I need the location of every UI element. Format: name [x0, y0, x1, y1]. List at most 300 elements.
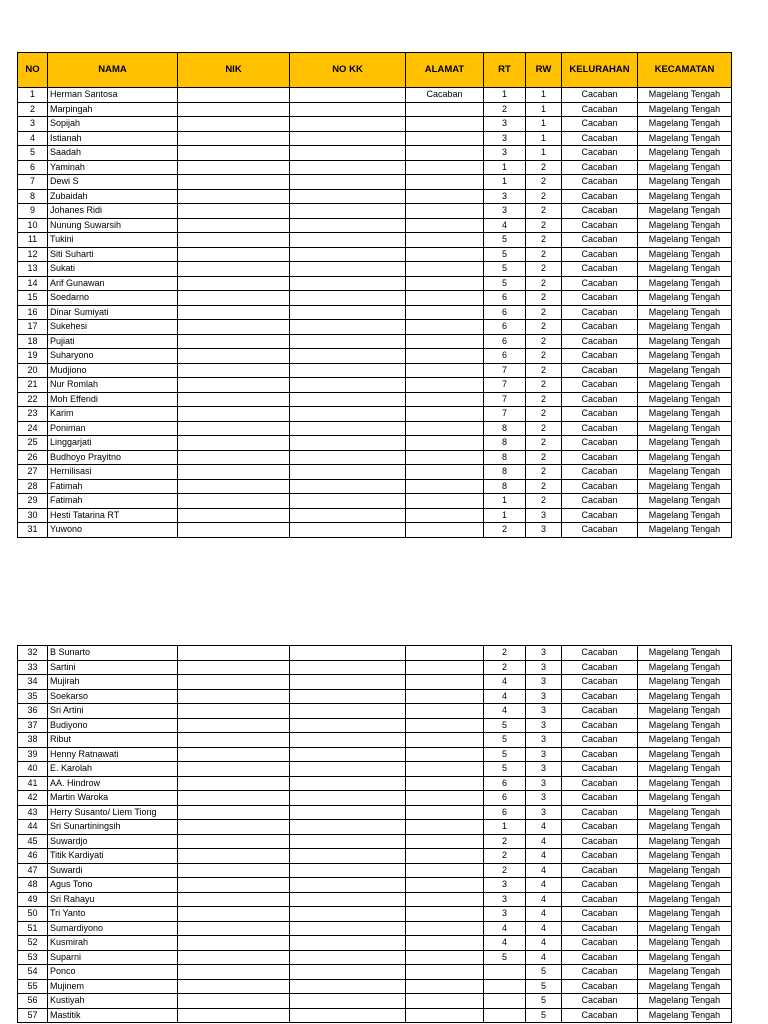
cell-no: 36	[18, 704, 48, 719]
table-row	[18, 320, 732, 335]
cell-rw: 3	[526, 508, 562, 523]
cell-kelurahan: Cacaban	[562, 646, 638, 661]
cell-rt: 5	[484, 247, 526, 262]
cell-rt: 8	[484, 450, 526, 465]
cell-rw: 2	[526, 320, 562, 335]
cell-nama: Martin Waroka	[48, 791, 178, 806]
cell-kecamatan: Magelang Tengah	[638, 363, 732, 378]
cell-kecamatan: Magelang Tengah	[638, 247, 732, 262]
header-kecamatan: KECAMATAN	[638, 53, 732, 88]
cell-nik	[178, 523, 290, 538]
cell-no-kk	[290, 102, 406, 117]
cell-nama: Sri Sunartiningsih	[48, 820, 178, 835]
table-row	[18, 378, 732, 393]
cell-rw: 5	[526, 1008, 562, 1023]
table-row	[18, 88, 732, 103]
cell-kecamatan: Magelang Tengah	[638, 204, 732, 219]
cell-no-kk	[290, 508, 406, 523]
cell-no: 28	[18, 479, 48, 494]
cell-rw: 3	[526, 523, 562, 538]
cell-kecamatan: Magelang Tengah	[638, 450, 732, 465]
cell-rt: 1	[484, 175, 526, 190]
cell-no-kk	[290, 965, 406, 980]
cell-kelurahan: Cacaban	[562, 204, 638, 219]
cell-nama: Suwardi	[48, 863, 178, 878]
cell-alamat	[406, 660, 484, 675]
cell-kecamatan: Magelang Tengah	[638, 494, 732, 509]
cell-kelurahan: Cacaban	[562, 878, 638, 893]
cell-kecamatan: Magelang Tengah	[638, 950, 732, 965]
cell-kecamatan: Magelang Tengah	[638, 523, 732, 538]
cell-kelurahan: Cacaban	[562, 392, 638, 407]
table-row	[18, 805, 732, 820]
cell-nama: Soedarno	[48, 291, 178, 306]
cell-nik	[178, 421, 290, 436]
cell-nik	[178, 175, 290, 190]
cell-rt: 8	[484, 421, 526, 436]
cell-kelurahan: Cacaban	[562, 863, 638, 878]
cell-nama: Fatimah	[48, 479, 178, 494]
cell-rt: 7	[484, 378, 526, 393]
cell-kecamatan: Magelang Tengah	[638, 718, 732, 733]
cell-nik	[178, 436, 290, 451]
cell-no-kk	[290, 146, 406, 161]
cell-rt: 2	[484, 660, 526, 675]
cell-rt: 7	[484, 392, 526, 407]
cell-alamat	[406, 160, 484, 175]
cell-no: 2	[18, 102, 48, 117]
cell-alamat	[406, 907, 484, 922]
table-row	[18, 436, 732, 451]
cell-no-kk	[290, 834, 406, 849]
cell-alamat	[406, 262, 484, 277]
header-kelurahan: KELURAHAN	[562, 53, 638, 88]
cell-rt: 7	[484, 363, 526, 378]
cell-nik	[178, 704, 290, 719]
cell-nik	[178, 247, 290, 262]
cell-nama: Budiyono	[48, 718, 178, 733]
cell-kelurahan: Cacaban	[562, 733, 638, 748]
cell-alamat	[406, 349, 484, 364]
cell-rw: 3	[526, 689, 562, 704]
cell-rt: 1	[484, 820, 526, 835]
cell-nik	[178, 762, 290, 777]
cell-alamat	[406, 378, 484, 393]
cell-kecamatan: Magelang Tengah	[638, 102, 732, 117]
cell-no-kk	[290, 262, 406, 277]
cell-nama: Suwardjo	[48, 834, 178, 849]
table-row	[18, 291, 732, 306]
cell-nik	[178, 820, 290, 835]
cell-nama: Sukati	[48, 262, 178, 277]
cell-rw: 2	[526, 262, 562, 277]
cell-no-kk	[290, 733, 406, 748]
table-row	[18, 421, 732, 436]
cell-nik	[178, 291, 290, 306]
table-row	[18, 849, 732, 864]
cell-rw: 2	[526, 233, 562, 248]
cell-kelurahan: Cacaban	[562, 218, 638, 233]
table-row	[18, 334, 732, 349]
cell-alamat	[406, 291, 484, 306]
cell-kecamatan: Magelang Tengah	[638, 704, 732, 719]
cell-kecamatan: Magelang Tengah	[638, 689, 732, 704]
cell-kecamatan: Magelang Tengah	[638, 465, 732, 480]
cell-kelurahan: Cacaban	[562, 233, 638, 248]
cell-no: 1	[18, 88, 48, 103]
cell-kelurahan: Cacaban	[562, 291, 638, 306]
cell-nama: Sumardiyono	[48, 921, 178, 936]
cell-kelurahan: Cacaban	[562, 436, 638, 451]
cell-rt: 5	[484, 950, 526, 965]
cell-nik	[178, 392, 290, 407]
cell-rw: 2	[526, 494, 562, 509]
cell-nik	[178, 733, 290, 748]
cell-kecamatan: Magelang Tengah	[638, 189, 732, 204]
cell-alamat	[406, 791, 484, 806]
cell-no: 13	[18, 262, 48, 277]
cell-alamat	[406, 320, 484, 335]
cell-kecamatan: Magelang Tengah	[638, 834, 732, 849]
cell-nik	[178, 320, 290, 335]
cell-nama: Karim	[48, 407, 178, 422]
cell-rw: 2	[526, 363, 562, 378]
cell-no: 41	[18, 776, 48, 791]
cell-no-kk	[290, 436, 406, 451]
cell-alamat	[406, 733, 484, 748]
table-row	[18, 363, 732, 378]
cell-nama: Zubaidah	[48, 189, 178, 204]
cell-nama: Herry Susanto/ Liem Tiong	[48, 805, 178, 820]
cell-kecamatan: Magelang Tengah	[638, 921, 732, 936]
table-row	[18, 305, 732, 320]
cell-no-kk	[290, 675, 406, 690]
cell-kecamatan: Magelang Tengah	[638, 276, 732, 291]
cell-rt: 7	[484, 407, 526, 422]
cell-nik	[178, 465, 290, 480]
cell-rt: 5	[484, 276, 526, 291]
cell-rw: 3	[526, 776, 562, 791]
cell-rw: 4	[526, 921, 562, 936]
cell-nama: Agus Tono	[48, 878, 178, 893]
cell-alamat	[406, 305, 484, 320]
cell-rw: 4	[526, 820, 562, 835]
cell-kecamatan: Magelang Tengah	[638, 349, 732, 364]
cell-no-kk	[290, 305, 406, 320]
cell-alamat	[406, 392, 484, 407]
cell-nama: Tukini	[48, 233, 178, 248]
table-row	[18, 979, 732, 994]
cell-alamat	[406, 1008, 484, 1023]
cell-no-kk	[290, 479, 406, 494]
cell-no: 25	[18, 436, 48, 451]
cell-nama: AA. Hindrow	[48, 776, 178, 791]
cell-nama: Sopijah	[48, 117, 178, 132]
table-row	[18, 131, 732, 146]
cell-nik	[178, 131, 290, 146]
cell-alamat	[406, 950, 484, 965]
cell-nik	[178, 363, 290, 378]
table-row	[18, 1008, 732, 1023]
cell-alamat	[406, 465, 484, 480]
cell-kelurahan: Cacaban	[562, 175, 638, 190]
cell-no-kk	[290, 805, 406, 820]
cell-nama: Ponco	[48, 965, 178, 980]
cell-kecamatan: Magelang Tengah	[638, 131, 732, 146]
cell-no: 42	[18, 791, 48, 806]
cell-nama: Soekarso	[48, 689, 178, 704]
cell-nik	[178, 146, 290, 161]
cell-kelurahan: Cacaban	[562, 979, 638, 994]
cell-nama: Yuwono	[48, 523, 178, 538]
cell-kelurahan: Cacaban	[562, 523, 638, 538]
cell-no-kk	[290, 747, 406, 762]
cell-rw: 3	[526, 718, 562, 733]
cell-alamat	[406, 965, 484, 980]
cell-alamat	[406, 146, 484, 161]
cell-kecamatan: Magelang Tengah	[638, 392, 732, 407]
table-row	[18, 834, 732, 849]
cell-no: 43	[18, 805, 48, 820]
cell-alamat	[406, 218, 484, 233]
cell-kecamatan: Magelang Tengah	[638, 407, 732, 422]
cell-no-kk	[290, 117, 406, 132]
cell-nama: Titik Kardiyati	[48, 849, 178, 864]
cell-rt: 6	[484, 791, 526, 806]
cell-kecamatan: Magelang Tengah	[638, 218, 732, 233]
cell-nik	[178, 776, 290, 791]
cell-kelurahan: Cacaban	[562, 994, 638, 1009]
cell-kecamatan: Magelang Tengah	[638, 849, 732, 864]
cell-rw: 2	[526, 392, 562, 407]
cell-no-kk	[290, 921, 406, 936]
cell-nik	[178, 747, 290, 762]
cell-alamat	[406, 776, 484, 791]
cell-no: 46	[18, 849, 48, 864]
cell-alamat	[406, 892, 484, 907]
cell-nik	[178, 805, 290, 820]
header-row	[18, 53, 732, 88]
cell-kelurahan: Cacaban	[562, 820, 638, 835]
cell-rw: 2	[526, 291, 562, 306]
cell-kelurahan: Cacaban	[562, 320, 638, 335]
cell-rw: 3	[526, 675, 562, 690]
cell-no-kk	[290, 320, 406, 335]
cell-no: 7	[18, 175, 48, 190]
cell-rt: 2	[484, 646, 526, 661]
cell-kecamatan: Magelang Tengah	[638, 160, 732, 175]
cell-rw: 2	[526, 218, 562, 233]
cell-no: 40	[18, 762, 48, 777]
cell-nama: Marpingah	[48, 102, 178, 117]
cell-kelurahan: Cacaban	[562, 1008, 638, 1023]
cell-alamat	[406, 334, 484, 349]
cell-rw: 2	[526, 349, 562, 364]
cell-no: 37	[18, 718, 48, 733]
cell-rw: 2	[526, 450, 562, 465]
cell-alamat	[406, 233, 484, 248]
cell-no-kk	[290, 704, 406, 719]
table-row	[18, 117, 732, 132]
cell-kelurahan: Cacaban	[562, 494, 638, 509]
cell-rt: 3	[484, 907, 526, 922]
cell-nik	[178, 965, 290, 980]
cell-nama: Nur Romlah	[48, 378, 178, 393]
header-rw: RW	[526, 53, 562, 88]
cell-rw: 4	[526, 863, 562, 878]
cell-no: 8	[18, 189, 48, 204]
resident-table-1	[17, 52, 732, 538]
cell-kelurahan: Cacaban	[562, 146, 638, 161]
cell-nik	[178, 276, 290, 291]
cell-alamat	[406, 479, 484, 494]
cell-kecamatan: Magelang Tengah	[638, 892, 732, 907]
cell-alamat	[406, 436, 484, 451]
table-row	[18, 392, 732, 407]
cell-alamat	[406, 994, 484, 1009]
table-row	[18, 450, 732, 465]
table-row	[18, 204, 732, 219]
cell-alamat	[406, 849, 484, 864]
cell-nik	[178, 305, 290, 320]
cell-nama: Henny Ratnawati	[48, 747, 178, 762]
cell-rt: 6	[484, 320, 526, 335]
cell-rt: 3	[484, 189, 526, 204]
cell-no-kk	[290, 660, 406, 675]
cell-no-kk	[290, 820, 406, 835]
cell-alamat	[406, 175, 484, 190]
cell-no: 6	[18, 160, 48, 175]
table-row	[18, 508, 732, 523]
cell-kelurahan: Cacaban	[562, 276, 638, 291]
cell-rt: 6	[484, 805, 526, 820]
cell-kelurahan: Cacaban	[562, 907, 638, 922]
cell-alamat	[406, 646, 484, 661]
cell-rt: 5	[484, 262, 526, 277]
cell-nik	[178, 160, 290, 175]
cell-rw: 1	[526, 146, 562, 161]
cell-kecamatan: Magelang Tengah	[638, 378, 732, 393]
cell-nama: Sukehesi	[48, 320, 178, 335]
cell-nik	[178, 791, 290, 806]
table-row	[18, 262, 732, 277]
cell-kecamatan: Magelang Tengah	[638, 979, 732, 994]
cell-rw: 3	[526, 646, 562, 661]
cell-alamat	[406, 189, 484, 204]
cell-alamat: Cacaban	[406, 88, 484, 103]
cell-nama: Fatimah	[48, 494, 178, 509]
cell-nik	[178, 117, 290, 132]
table-row	[18, 907, 732, 922]
cell-rw: 2	[526, 421, 562, 436]
cell-no-kk	[290, 776, 406, 791]
cell-rt: 4	[484, 675, 526, 690]
cell-no-kk	[290, 421, 406, 436]
cell-kecamatan: Magelang Tengah	[638, 660, 732, 675]
table-row	[18, 718, 732, 733]
cell-rw: 1	[526, 88, 562, 103]
cell-no-kk	[290, 494, 406, 509]
cell-no-kk	[290, 646, 406, 661]
table-row	[18, 407, 732, 422]
cell-rw: 2	[526, 160, 562, 175]
cell-nik	[178, 718, 290, 733]
cell-no-kk	[290, 936, 406, 951]
cell-nik	[178, 334, 290, 349]
cell-no-kk	[290, 218, 406, 233]
cell-nama: Mujirah	[48, 675, 178, 690]
cell-nik	[178, 979, 290, 994]
cell-rt: 6	[484, 349, 526, 364]
cell-nama: Saadah	[48, 146, 178, 161]
cell-no: 44	[18, 820, 48, 835]
table-row	[18, 349, 732, 364]
cell-rt	[484, 965, 526, 980]
cell-nik	[178, 407, 290, 422]
cell-nik	[178, 262, 290, 277]
cell-kecamatan: Magelang Tengah	[638, 805, 732, 820]
cell-no: 51	[18, 921, 48, 936]
cell-nama: Herman Santosa	[48, 88, 178, 103]
cell-kelurahan: Cacaban	[562, 776, 638, 791]
cell-kelurahan: Cacaban	[562, 950, 638, 965]
cell-no: 53	[18, 950, 48, 965]
cell-rt: 1	[484, 508, 526, 523]
table-row	[18, 762, 732, 777]
table-row	[18, 921, 732, 936]
cell-rw: 3	[526, 704, 562, 719]
cell-alamat	[406, 979, 484, 994]
cell-kecamatan: Magelang Tengah	[638, 994, 732, 1009]
cell-alamat	[406, 204, 484, 219]
cell-rw: 2	[526, 378, 562, 393]
cell-no: 34	[18, 675, 48, 690]
cell-alamat	[406, 450, 484, 465]
table-row	[18, 820, 732, 835]
cell-no-kk	[290, 88, 406, 103]
cell-nama: Mastitik	[48, 1008, 178, 1023]
cell-no-kk	[290, 1008, 406, 1023]
cell-no: 19	[18, 349, 48, 364]
cell-no: 49	[18, 892, 48, 907]
cell-alamat	[406, 117, 484, 132]
cell-rw: 2	[526, 479, 562, 494]
cell-kecamatan: Magelang Tengah	[638, 88, 732, 103]
cell-rw: 4	[526, 950, 562, 965]
cell-kecamatan: Magelang Tengah	[638, 421, 732, 436]
cell-kecamatan: Magelang Tengah	[638, 646, 732, 661]
cell-kelurahan: Cacaban	[562, 791, 638, 806]
cell-no: 45	[18, 834, 48, 849]
cell-alamat	[406, 718, 484, 733]
cell-rt: 1	[484, 494, 526, 509]
cell-kelurahan: Cacaban	[562, 117, 638, 132]
table-row	[18, 689, 732, 704]
cell-nik	[178, 675, 290, 690]
cell-rt: 3	[484, 146, 526, 161]
cell-no: 17	[18, 320, 48, 335]
table-row	[18, 994, 732, 1009]
cell-rt: 2	[484, 863, 526, 878]
cell-kelurahan: Cacaban	[562, 189, 638, 204]
cell-rt: 1	[484, 160, 526, 175]
cell-rw: 2	[526, 407, 562, 422]
table-row	[18, 675, 732, 690]
cell-no-kk	[290, 863, 406, 878]
cell-rt: 2	[484, 849, 526, 864]
cell-nik	[178, 102, 290, 117]
cell-no-kk	[290, 131, 406, 146]
